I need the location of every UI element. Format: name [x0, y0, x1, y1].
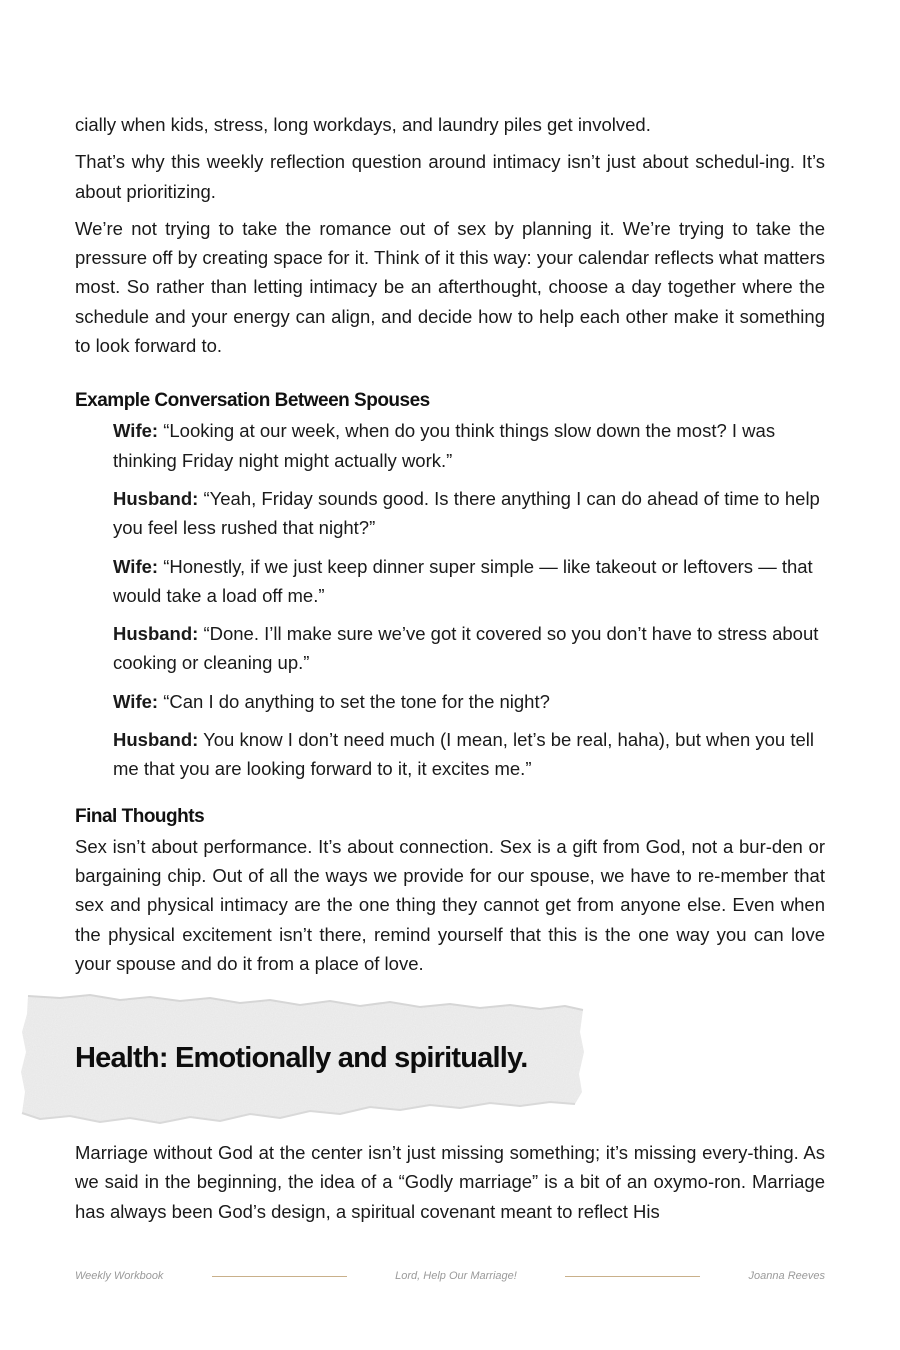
- paragraph: We’re not trying to take the romance out of sex by planning it. We’re trying to take the pressure off by creating space for it. Think of it this way: your calendar reflects what matters most. So rather than letting intimacy be an afterthought, choose a day together where the schedule and your energy can align, and decide how to help each other make it something to look forward to.: [75, 217, 825, 357]
- dialogue-line: [113, 484, 825, 543]
- paragraph: cially when kids, stress, long workdays, and laundry piles get involved.: [75, 114, 651, 135]
- dialogue: [113, 416, 825, 783]
- speaker-label: Wife:: [113, 555, 159, 577]
- dialogue-text: You know I don’t need much (I mean, let’s be real, haha), but when you tell me that you are looking forward to it, it excites me.”: [113, 729, 814, 780]
- torn-paper-banner: [20, 992, 590, 1130]
- dialogue-text: “Honestly, if we just keep dinner super simple — like takeout or leftovers — that would take a load off me.”: [113, 555, 813, 606]
- speaker-label: Husband:: [113, 487, 199, 509]
- footer-rule: [565, 1276, 700, 1277]
- speaker-label: Wife:: [113, 420, 159, 442]
- section-title: Health: Emotionally and spiritually.: [75, 1042, 528, 1075]
- dialogue-line: [113, 552, 825, 611]
- dialogue-line: [113, 416, 825, 475]
- dialogue-line: [113, 619, 825, 678]
- footer-rule: [212, 1276, 347, 1277]
- dialogue-line: [113, 725, 825, 784]
- page-footer: [75, 1268, 825, 1284]
- dialogue-text: “Looking at our week, when do you think things slow down the most? I was thinking Friday night might actually work.”: [113, 420, 776, 471]
- final-thoughts-heading: Final Thoughts: [75, 805, 205, 827]
- dialogue-line: [113, 687, 825, 716]
- dialogue-text: “Can I do anything to set the tone for the night?: [158, 690, 550, 712]
- footer-left-text: Weekly Workbook: [75, 1270, 164, 1282]
- example-heading: Example Conversation Between Spouses: [75, 390, 430, 412]
- dialogue-text: “Yeah, Friday sounds good. Is there anything I can do ahead of time to help you feel less rushed that night?”: [113, 487, 820, 539]
- paragraph: Marriage without God at the center isn’t just missing something; it’s missing every-thing. As we said in the beginning, the idea of a “Godly marriage” is a bit of an oxymo-ron. Marriage has always been God’s design, a spiritual covenant meant to reflect His: [75, 1142, 825, 1222]
- paragraph: That’s why this weekly reflection question around intimacy isn’t just about schedul-ing. It’s about prioritizing.: [75, 151, 825, 202]
- page-content: [75, 110, 825, 1234]
- dialogue-text: “Done. I’ll make sure we’ve got it covered so you don’t have to stress about cooking or cleaning up.”: [113, 623, 819, 674]
- footer-right-text: Joanna Reeves: [748, 1270, 825, 1282]
- footer-center-text: Lord, Help Our Marriage!: [395, 1270, 517, 1282]
- final-thoughts-body: Sex isn’t about performance. It’s about connection. Sex is a gift from God, not a bur-den or bargaining chip. Out of all the ways we provide for our spouse, we have to re-member that sex and physical intimacy are the one thing they cannot get from anyone else. Even when the physical excitement isn’t there, remind yourself that this is the one way you can love your spouse and do it from a place of love.: [75, 835, 825, 974]
- speaker-label: Husband:: [113, 623, 199, 645]
- speaker-label: Wife:: [113, 690, 159, 712]
- speaker-label: Husband:: [113, 729, 199, 751]
